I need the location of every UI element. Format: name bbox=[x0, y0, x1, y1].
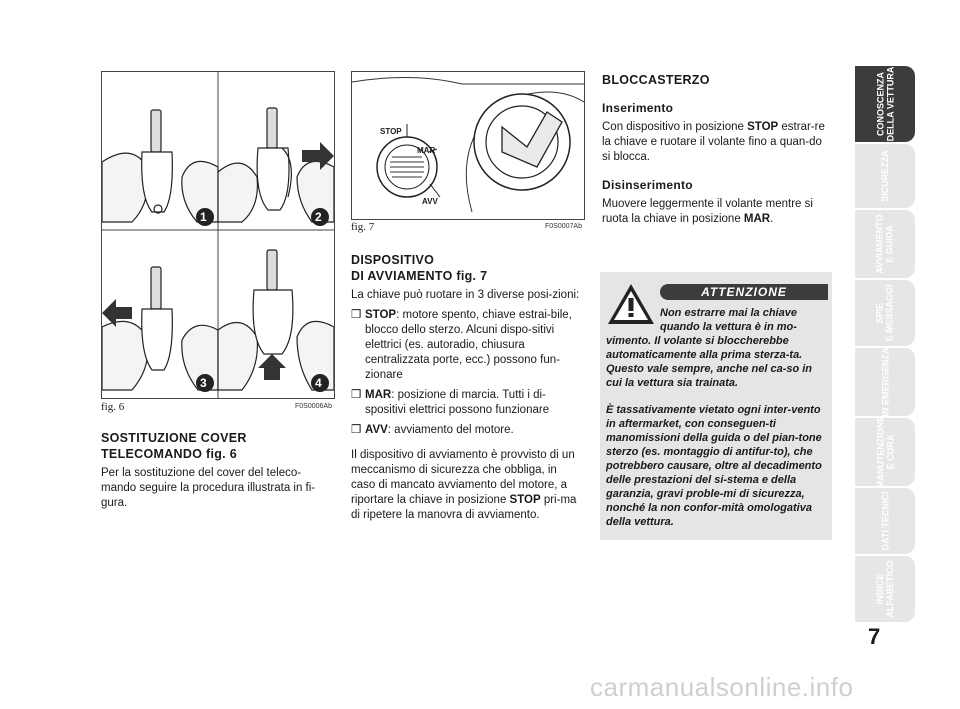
checkbox-icon: ❒ bbox=[351, 424, 362, 436]
key-drawing-1 bbox=[102, 110, 218, 222]
release-paragraph: Muovere leggermente il volante mentre si ruota la chiave in posizione MAR. bbox=[602, 198, 813, 225]
warning-title-bar bbox=[660, 284, 828, 300]
safety-paragraph: Il dispositivo di avviamento è provvisto di un meccanismo di sicurezza che obbliga, in caso di mancato avviamento del motore, a riportare la chiave in posizione STOP pri-ma di ripetere la manovra di avviamento. bbox=[351, 449, 577, 521]
key-drawing-4 bbox=[218, 250, 334, 390]
bullet-mar: ❒ MAR: posizione di marcia. Tutti i di-spositivi elettrici possono funzionare bbox=[351, 389, 550, 416]
insert-paragraph: Con dispositivo in posizione STOP estrar-re la chiave e ruotare il volante fino a quan-do si blocca. bbox=[602, 121, 825, 163]
tab-indice[interactable]: INDICE ALFABETICO bbox=[855, 556, 915, 622]
figure-6-code: F0S0006Ab bbox=[295, 403, 332, 410]
warning-box bbox=[600, 272, 832, 540]
figure-7-code: F0S0007Ab bbox=[545, 223, 582, 230]
tab-dati-tecnici[interactable]: DATI TECNICI bbox=[855, 488, 915, 554]
warning-title: ATTENZIONE bbox=[701, 285, 787, 299]
page-number: 7 bbox=[868, 624, 881, 649]
step-number-3: 3 bbox=[200, 376, 207, 390]
section-heading-cover: SOSTITUZIONE COVER TELECOMANDO fig. 6 bbox=[101, 431, 247, 461]
watermark: carmanualsonline.info bbox=[590, 672, 854, 702]
column-1-text bbox=[101, 430, 336, 511]
figure-7-label: fig. 7 bbox=[351, 221, 375, 233]
tab-spie[interactable]: SPIE E MESSAGGI bbox=[855, 280, 915, 346]
tab-emergenza[interactable]: IN EMERGENZA bbox=[855, 348, 915, 416]
section-heading-ignition: DISPOSITIVO DI AVVIAMENTO fig. 7 bbox=[351, 253, 488, 283]
key-drawing-3 bbox=[102, 267, 218, 390]
bullet-stop: ❒ STOP: motore spento, chiave estrai-bile, blocco dello sterzo. Alcuni dispo-sitivi elettrici (es. autoradio, chiusura centralizzata porte, ecc.) possono fun-zionare bbox=[351, 309, 572, 381]
cover-paragraph: Per la sostituzione del cover del teleco-mando seguire la procedura illustrata in fi-gura. bbox=[101, 467, 316, 509]
section-heading-steering-lock: BLOCCASTERZO bbox=[602, 73, 710, 87]
figure-6 bbox=[101, 71, 335, 399]
position-label-mar: MAR bbox=[417, 146, 436, 155]
bullet-avv: ❒ AVV: avviamento del motore. bbox=[351, 424, 514, 436]
subheading-insert: Inserimento bbox=[602, 101, 674, 115]
figure-6-label: fig. 6 bbox=[101, 401, 125, 413]
subheading-release: Disinserimento bbox=[602, 178, 693, 192]
position-label-avv: AVV bbox=[422, 197, 438, 206]
warning-paragraph-2: È tassativamente vietato ogni inter-vento in aftermarket, con conseguen-ti manomissioni della guida o del pian-tone sterzo (es. montaggio di antifur-to), che potrebbero causare, oltre al decadimento delle prestazioni del si-stema e della garanzia, gravi proble-mi di sicurezza, nonché la non confor-mità omologativa della vettura. bbox=[606, 404, 822, 528]
column-2-text bbox=[351, 252, 584, 523]
position-label-stop: STOP bbox=[380, 127, 402, 136]
key-drawing-2 bbox=[218, 108, 334, 222]
step-number-1: 1 bbox=[200, 210, 207, 224]
column-3-text bbox=[602, 72, 832, 227]
step-number-2: 2 bbox=[315, 210, 322, 224]
figure-6-illustration bbox=[102, 72, 334, 398]
checkbox-icon: ❒ bbox=[351, 309, 362, 321]
ignition-switch-illustration bbox=[352, 72, 584, 219]
ignition-intro: La chiave può ruotare in 3 diverse posi-zioni: bbox=[351, 289, 580, 301]
tab-sicurezza[interactable]: SICUREZZA bbox=[855, 144, 915, 208]
checkbox-icon: ❒ bbox=[351, 389, 362, 401]
tab-manutenzione[interactable]: MANUTENZIONE E CURA bbox=[855, 418, 915, 486]
step-number-4: 4 bbox=[315, 376, 322, 390]
tab-avviamento[interactable]: AVVIAMENTO E GUIDA bbox=[855, 210, 915, 278]
warning-paragraph-1: Non estrarre mai la chiave quando la vettura è in mo-vimento. Il volante si bloccherebbe automaticamente alla prima sterza-ta. Questo vale sempre, anche nel ca-so in cui la vettura sia trainata. bbox=[606, 307, 813, 389]
tab-conoscenza[interactable]: CONOSCENZA DELLA VETTURA bbox=[855, 66, 915, 142]
figure-7 bbox=[351, 71, 585, 220]
